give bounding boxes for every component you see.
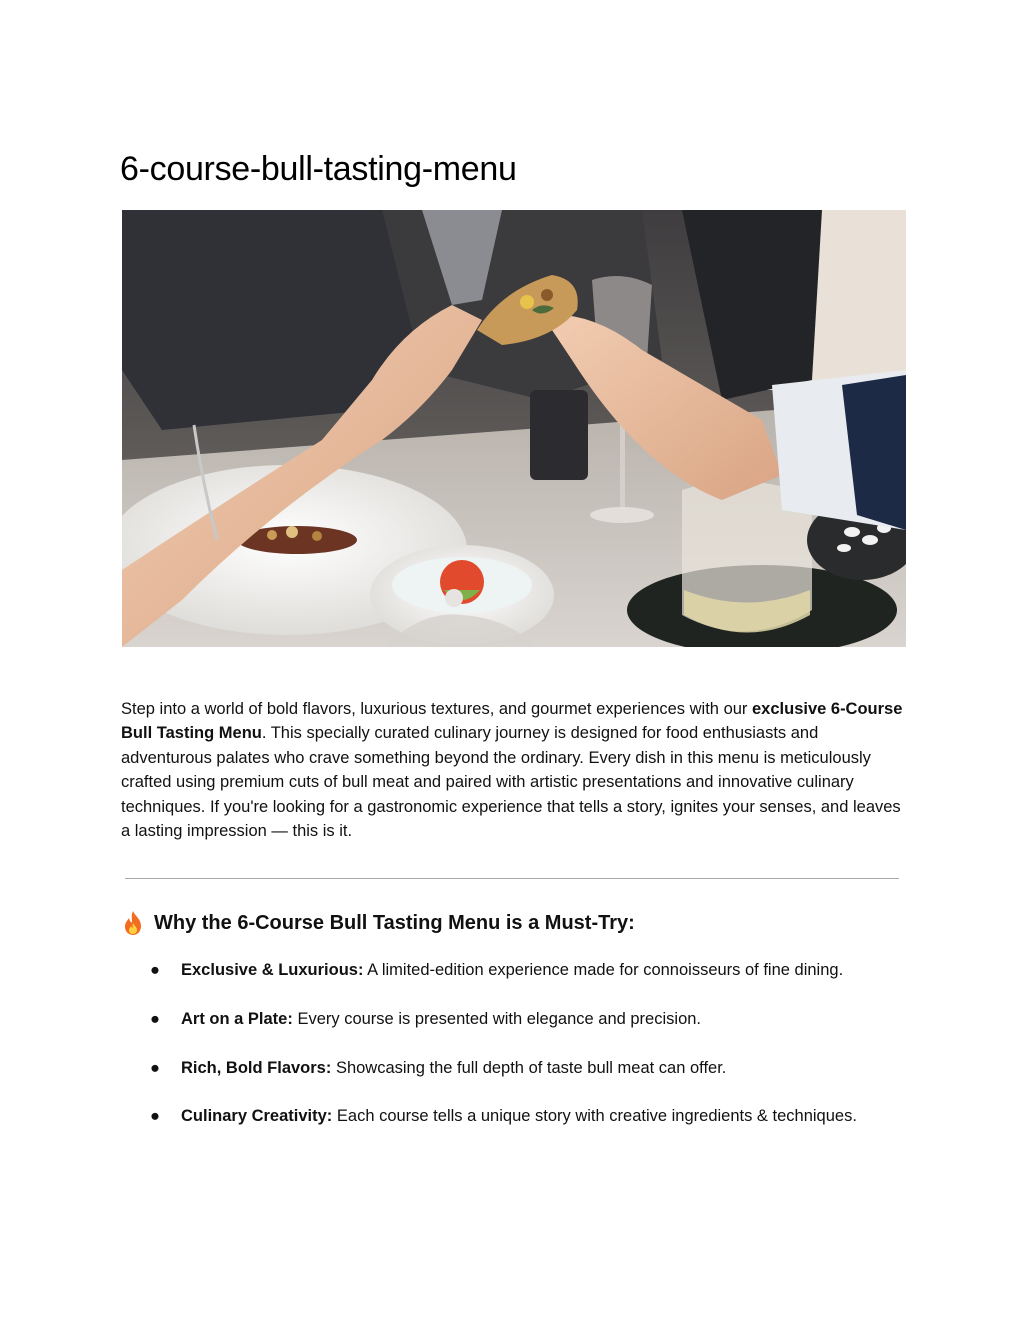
list-item-label: Art on a Plate: — [181, 1009, 293, 1028]
bullet-icon: ● — [150, 1058, 160, 1077]
intro-text-part1: Step into a world of bold flavors, luxurious textures, and gourmet experiences with our — [121, 700, 752, 718]
bullet-icon: ● — [150, 1009, 160, 1028]
intro-highlight: exclusive 6-Course Bull Tasting Menu — [121, 700, 903, 743]
fire-icon — [121, 910, 145, 936]
section-heading-text: Why the 6-Course Bull Tasting Menu is a Must-Try: — [154, 911, 635, 934]
intro-text-part2: . This specially curated culinary journey is designed for food enthusiasts and adventurous palates who crave something beyond the ordinary. Every dish in this menu is meticulously crafted using premium cuts of bull meat and paired with artistic presentations and innovative culinary techniques. If you're looking for a gastronomic experience that tells a story, ignites your senses, and leaves a lasting impression — this is it. — [121, 724, 901, 841]
intro-paragraph — [121, 697, 911, 843]
bullet-icon: ● — [150, 961, 160, 979]
list-item — [150, 958, 880, 982]
list-item-text: Each course tells a unique story with creative ingredients & techniques. — [332, 1107, 857, 1126]
list-item-label: Culinary Creativity: — [181, 1107, 333, 1126]
list-item-label: Rich, Bold Flavors: — [181, 1058, 332, 1077]
list-item-text: A limited-edition experience made for connoisseurs of fine dining. — [363, 961, 844, 979]
list-item-text: Every course is presented with elegance and precision. — [292, 1009, 702, 1028]
bullet-icon: ● — [150, 1107, 160, 1126]
list-item — [150, 1104, 880, 1128]
list-item-label: Exclusive & Luxurious: — [181, 961, 364, 979]
hero-image — [122, 210, 906, 647]
section-heading — [121, 910, 635, 936]
list-item — [150, 1056, 880, 1080]
section-divider — [125, 878, 899, 879]
list-item — [150, 1007, 880, 1031]
list-item-text: Showcasing the full depth of taste bull meat can offer. — [331, 1058, 727, 1077]
page-title: 6-course-bull-tasting-menu — [120, 150, 517, 188]
features-list — [150, 958, 880, 1153]
